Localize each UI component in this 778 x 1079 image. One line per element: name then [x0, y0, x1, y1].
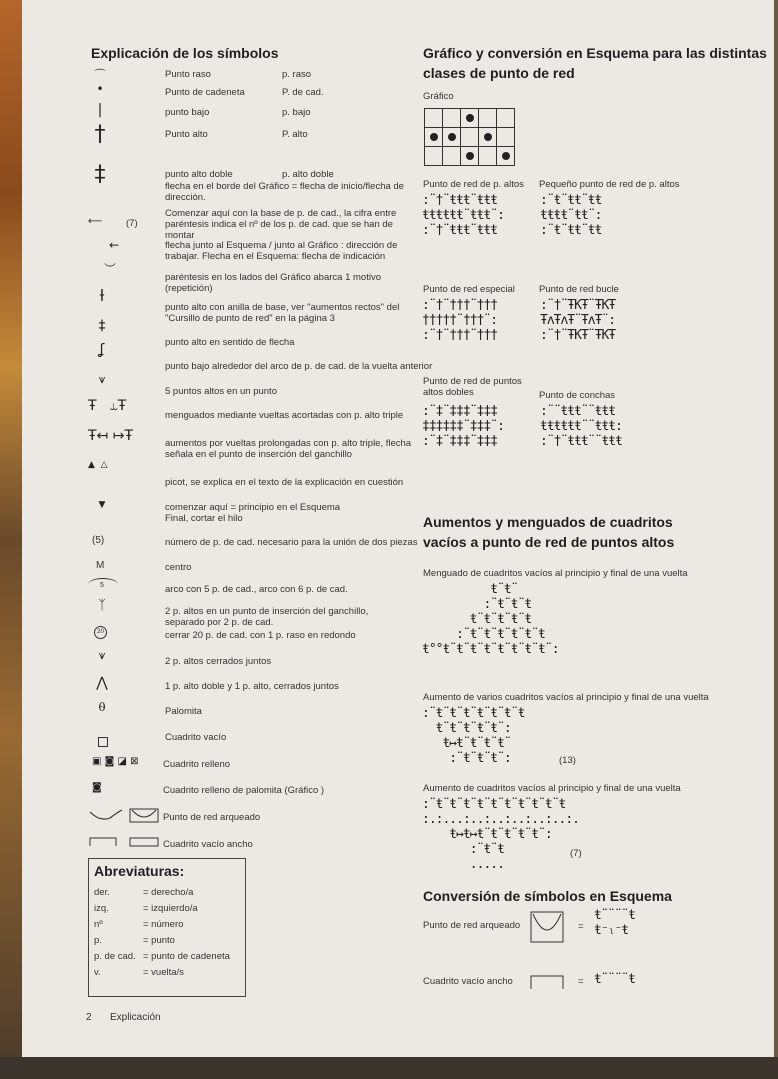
- symbol-abbr: p. alto doble: [282, 169, 334, 180]
- abbr-key: der.: [94, 887, 110, 898]
- arqueado-icon: [88, 806, 160, 826]
- menguados-icon: Ŧ ⥿Ŧ: [88, 398, 127, 414]
- mesh3-diagram: :¨†¨†††¨††† †††††¨†††¨: :¨†¨†††¨†††: [422, 298, 498, 343]
- grafico-title-line2: clases de punto de red: [423, 65, 575, 81]
- symbol-name: Punto raso: [165, 69, 211, 80]
- empty-cell: [497, 109, 515, 128]
- chain-raso-icon: ⌒: [93, 68, 106, 82]
- magazine-spine: [0, 0, 22, 1079]
- filled-cell: [479, 128, 497, 147]
- filled-cell: [497, 147, 515, 166]
- m-symbol: M: [96, 560, 105, 571]
- vacio-icon: [98, 737, 108, 747]
- doble-alto-text: 1 p. alto doble y 1 p. alto, cerrados juntos: [165, 681, 339, 692]
- menguado-label: Menguado de cuadritos vacíos al principio y final de una vuelta: [423, 568, 688, 579]
- aumento-varios-count: (13): [559, 755, 576, 766]
- empty-cell: [443, 147, 461, 166]
- conversion-title: Conversión de símbolos en Esquema: [423, 888, 672, 904]
- symbol-abbr: P. de cad.: [282, 87, 324, 98]
- empty-cell: [497, 128, 515, 147]
- picot-icon: ▲ △: [88, 460, 108, 470]
- alto-icon: †: [94, 122, 106, 147]
- symbol-abbr: p. bajo: [282, 107, 311, 118]
- filled-cell: [425, 128, 443, 147]
- conv1-diagram: ŧ¨¨¨¨ŧ ŧ⁻ₗ⁻ŧ: [594, 908, 635, 938]
- num-symbol: (5): [92, 535, 105, 546]
- abbr-key: izq.: [94, 903, 109, 914]
- abbr-value: = punto de cadeneta: [143, 951, 230, 962]
- dos-altos-text: 2 p. altos en un punto de inserción del ganchillo, separado por 2 p. de cad.: [165, 606, 369, 628]
- conv2-label: Cuadrito vacío ancho: [423, 976, 513, 987]
- flecha-text: flecha en el borde del Gráfico = flecha de inicio/flecha de dirección.: [165, 181, 404, 203]
- symbol-name: punto bajo: [165, 107, 210, 118]
- empty-cell: [443, 109, 461, 128]
- ancho-icon: [88, 834, 160, 848]
- m-text: centro: [165, 562, 192, 573]
- filled-cell: [443, 128, 461, 147]
- menguados-text: menguados mediante vueltas acortadas con p. alto triple: [165, 410, 404, 421]
- relleno-palomita-text: Cuadrito relleno de palomita (Gráfico ): [163, 785, 325, 796]
- symbol-name: punto alto doble: [165, 169, 233, 180]
- mesh5-diagram: :¨‡¨‡‡‡¨‡‡‡ ‡‡‡‡‡‡¨‡‡‡¨: :¨‡¨‡‡‡¨‡‡‡: [422, 404, 504, 449]
- conv2-equals: =: [578, 976, 584, 987]
- empty-cell: [425, 109, 443, 128]
- mesh5-label: Punto de red de puntos altos dobles: [423, 376, 522, 398]
- picot-text: picot, se explica en el texto de la explicación en cuestión: [165, 477, 404, 488]
- grid-row: [425, 147, 515, 166]
- relleno-text: Cuadrito relleno: [163, 759, 231, 770]
- relleno-palomita-icon: ◙: [92, 782, 102, 793]
- bajo-icon: |: [97, 102, 103, 118]
- section-name: Explicación: [110, 1012, 161, 1023]
- relleno-icons: ▣ ◙ ◪ ⊠: [92, 756, 139, 767]
- begin-icon: ▼: [98, 500, 106, 510]
- symbol-abbr: P. alto: [282, 129, 308, 140]
- bajo-arco-text: punto bajo alrededor del arco de p. de cad. de la vuelta anterior: [165, 361, 433, 372]
- abbr-key: v.: [94, 967, 101, 978]
- abbr-value: = número: [143, 919, 184, 930]
- empty-cell: [479, 147, 497, 166]
- mesh6-diagram: :¨¨ŧŧŧ¨¨ŧŧŧ ŧŧŧŧŧŧ¨¨ŧŧŧ: :¨†¨ŧŧŧ¨¨ŧŧŧ: [540, 404, 622, 449]
- aumentos-title-line1: Aumentos y menguados de cuadritos: [423, 514, 673, 530]
- anilla-icon: ƚ: [99, 286, 105, 305]
- abbr-value: = derecho/a: [143, 887, 194, 898]
- mesh6-label: Punto de conchas: [539, 390, 616, 401]
- cinco-text: 5 puntos altos en un punto: [165, 386, 277, 397]
- aumentos-title-line2: vacíos a punto de red de puntos altos: [423, 534, 675, 550]
- junto-text: flecha junto al Esquema / junto al Gráfico : dirección de trabajar. Flecha en el Esquema: flecha de indicación: [165, 240, 398, 262]
- page-number: 2: [86, 1012, 92, 1023]
- arco-text: arco con 5 p. de cad., arco con 6 p. de cad.: [165, 584, 348, 595]
- page: [22, 0, 774, 1057]
- aumento-varios-diagram: :¨ŧ¨ŧ¨ŧ¨ŧ¨ŧ¨ŧ¨ŧ ŧ¨ŧ¨ŧ¨ŧ¨ŧ¨: ŧ↦ŧ¨ŧ¨ŧ¨ŧ¨ :¨ŧ¨ŧ¨ŧ¨:: [422, 706, 525, 766]
- num-text: número de p. de cad. necesario para la unión de dos piezas: [165, 537, 418, 548]
- abbreviations-title: Abreviaturas:: [94, 863, 185, 879]
- abbr-value: = vuelta/s: [143, 967, 184, 978]
- conv1-equals: =: [578, 921, 584, 932]
- mesh2-diagram: :¨ŧ¨ŧŧ¨ŧŧ ŧŧŧŧ¨ŧŧ¨: :¨ŧ¨ŧŧ¨ŧŧ: [540, 193, 602, 238]
- aumento-varios-label: Aumento de varios cuadritos vacíos al principio y final de una vuelta: [423, 692, 709, 703]
- palomita-text: Palomita: [165, 706, 202, 717]
- parenthesis-icon: ︶: [103, 262, 116, 276]
- abbreviations-box: [88, 858, 246, 997]
- abbr-value: = punto: [143, 935, 175, 946]
- anilla-text: punto alto con anilla de base, ver "aumentos rectos" del "Cursillo de punto de red" en la página 3: [165, 302, 400, 324]
- grafico-grid: [424, 108, 515, 166]
- grid-row: [425, 109, 515, 128]
- arrow-short-icon: ←: [108, 238, 120, 252]
- cerrar-text: cerrar 20 p. de cad. con 1 p. raso en redondo: [165, 630, 356, 641]
- mesh4-diagram: :¨†¨ŦKŦ¨ŦKŦ ŦʌŦʌŦ¨ŦʌŦ¨: :¨†¨ŦKŦ¨ŦKŦ: [540, 298, 616, 343]
- aumentos-icon: Ŧ↤ ↦Ŧ: [88, 428, 134, 444]
- abbr-key: p. de cad.: [94, 951, 136, 962]
- abbr-value: = izquierdo/a: [143, 903, 198, 914]
- conv1-icon: [529, 910, 565, 944]
- grafico-title-line1: Gráfico y conversión en Esquema para las distintas: [423, 45, 767, 61]
- bajo-arco-icon: ʆ: [99, 342, 105, 358]
- page-bottom-shadow: [0, 1057, 778, 1079]
- aumento-diagram: :¨ŧ¨ŧ¨ŧ¨ŧ¨ŧ¨ŧ¨ŧ¨ŧ¨ŧ¨ŧ :.:...:..:..:..:..:..:. ŧ↦ŧ↦ŧ¨ŧ¨ŧ¨ŧ¨ŧ¨: :¨ŧ¨ŧ .....: [422, 797, 580, 872]
- abbr-key: p.: [94, 935, 102, 946]
- mesh2-label: Pequeño punto de red de p. altos: [539, 179, 680, 190]
- doble-alto-icon: ⋀: [96, 675, 108, 691]
- grafico-label: Gráfico: [423, 91, 454, 102]
- cerrados-text: 2 p. altos cerrados juntos: [165, 656, 272, 667]
- comenzar2-text: comenzar aquí = principio en el Esquema Final, cortar el hilo: [165, 502, 341, 524]
- conv1-label: Punto de red arqueado: [423, 920, 521, 931]
- arqueado-text: Punto de red arqueado: [163, 812, 261, 823]
- empty-cell: [461, 128, 479, 147]
- cerrados-icon: ⩛: [98, 648, 106, 662]
- five-altos-icon: ⩛: [98, 372, 106, 386]
- menguado-diagram: ŧ¨ŧ¨ :¨ŧ¨ŧ¨ŧ ŧ¨ŧ¨ŧ¨ŧ¨ŧ :¨ŧ¨ŧ¨ŧ¨ŧ¨ŧ¨ŧ ŧ°°ŧ¨ŧ¨ŧ¨ŧ¨ŧ¨ŧ¨ŧ¨ŧ¨:: [422, 582, 559, 657]
- grid-row: [425, 128, 515, 147]
- chain-icon: •: [96, 82, 104, 96]
- mesh1-label: Punto de red de p. altos: [423, 179, 524, 190]
- conv2-diagram: ŧ¨¨¨¨ŧ: [594, 972, 635, 987]
- filled-cell: [461, 147, 479, 166]
- mesh3-label: Punto de red especial: [423, 284, 515, 295]
- empty-cell: [425, 147, 443, 166]
- mesh4-label: Punto de red bucle: [539, 284, 619, 295]
- sentido-icon: ‡: [98, 318, 106, 334]
- sentido-text: punto alto en sentido de flecha: [165, 337, 295, 348]
- vacio-text: Cuadrito vacío: [165, 732, 227, 743]
- mesh1-diagram: :¨†¨ŧŧŧ¨ŧŧŧ ŧŧŧŧŧŧ¨ŧŧŧ¨: :¨†¨ŧŧŧ¨ŧŧŧ: [422, 193, 504, 238]
- aumento-label: Aumento de cuadritos vacíos al principio y final de una vuelta: [423, 783, 681, 794]
- aumento-count: (7): [570, 848, 582, 859]
- arrow-left-icon: ⟵: [88, 216, 103, 227]
- arrow-count: (7): [126, 218, 138, 229]
- alto-doble-icon: ‡: [94, 162, 106, 187]
- arco-symbol: 5: [100, 582, 104, 589]
- aumentos-text: aumentos por vueltas prolongadas con p. alto triple, flecha señala en el punto de inserción del ganchillo: [165, 438, 412, 460]
- ancho-text: Cuadrito vacío ancho: [163, 839, 253, 850]
- cerrar-icon: 20: [94, 626, 107, 639]
- parentesis-text: paréntesis en los lados del Gráfico abarca 1 motivo (repetición): [165, 272, 381, 294]
- comenzar-text: Comenzar aquí con la base de p. de cad., la cifra entre paréntesis indica el nº de los p. de cad. que se han de montar: [165, 208, 397, 241]
- palomita-icon: ⍬: [98, 700, 106, 715]
- symbols-title: Explicación de los símbolos: [91, 45, 279, 61]
- symbol-name: Punto de cadeneta: [165, 87, 245, 98]
- symbol-name: Punto alto: [165, 129, 208, 140]
- symbol-abbr: p. raso: [282, 69, 312, 80]
- filled-cell: [461, 109, 479, 128]
- empty-cell: [479, 109, 497, 128]
- abbr-key: nº: [94, 919, 103, 930]
- conv2-icon: [529, 974, 565, 990]
- dos-altos-icon: ᛉ: [98, 598, 106, 613]
